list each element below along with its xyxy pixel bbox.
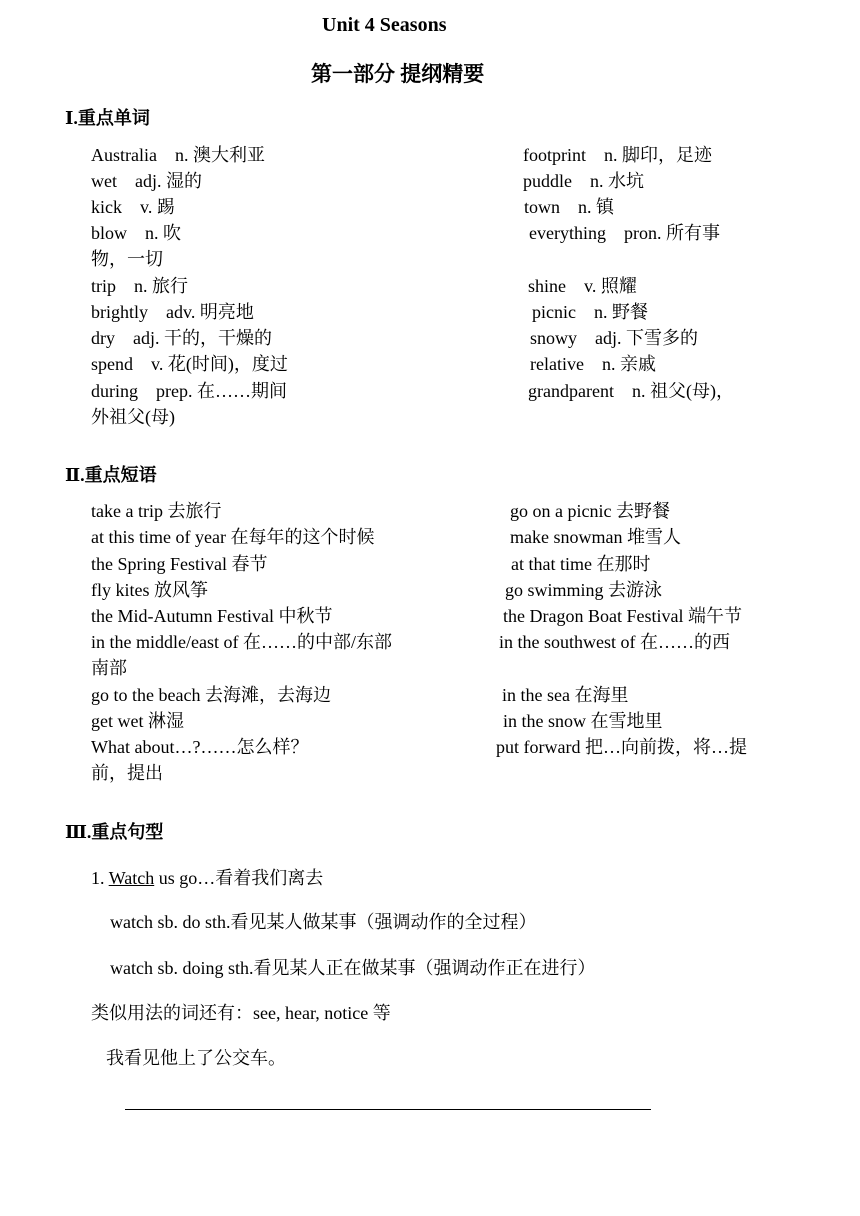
word-item: trip n. 旅行: [91, 276, 188, 296]
word-item: town n. 镇: [524, 197, 614, 217]
word-item-wrap: 物，一切: [91, 249, 163, 269]
phrase-item: the Mid-Autumn Festival 中秋节: [91, 606, 333, 626]
similar-words-note: 类似用法的词还有：see, hear, notice 等: [91, 1003, 391, 1023]
section-heading-phrases: Ⅱ.重点短语: [65, 465, 157, 485]
page-title: Unit 4 Seasons: [322, 14, 447, 36]
phrase-item: take a trip 去旅行: [91, 501, 222, 521]
word-item-wrap: 外祖父(母): [91, 407, 175, 427]
word-item: shine v. 照耀: [528, 276, 637, 296]
answer-blank-line[interactable]: [125, 1109, 651, 1110]
phrase-item: at this time of year 在每年的这个时候: [91, 527, 375, 547]
phrase-item-wrap: 前，提出: [91, 763, 163, 783]
word-item: everything pron. 所有事: [529, 223, 720, 243]
part-heading: 第一部分 提纲精要: [311, 62, 485, 86]
word-item: grandparent n. 祖父(母)，: [528, 381, 734, 401]
item-number: 1.: [91, 868, 109, 888]
phrase-item: in the snow 在雪地里: [503, 711, 663, 731]
phrase-item: make snowman 堆雪人: [510, 527, 681, 547]
word-item: wet adj. 湿的: [91, 171, 202, 191]
word-item: Australia n. 澳大利亚: [91, 145, 265, 165]
phrase-item: fly kites 放风筝: [91, 580, 208, 600]
word-item: during prep. 在……期间: [91, 381, 287, 401]
phrase-item: go swimming 去游泳: [505, 580, 663, 600]
section-heading-sentences: Ⅲ.重点句型: [65, 822, 164, 842]
phrase-item: in the southwest of 在……的西: [499, 632, 730, 652]
word-item: kick v. 踢: [91, 197, 175, 217]
phrase-item: in the sea 在海里: [502, 685, 629, 705]
phrase-item: What about…?……怎么样？: [91, 737, 309, 757]
usage-line: watch sb. doing sth.看见某人正在做某事（强调动作正在进行）: [110, 958, 596, 978]
word-item: blow n. 吹: [91, 223, 181, 243]
phrase-item: put forward 把…向前拨，将…提: [496, 737, 747, 757]
phrase-item: get wet 淋湿: [91, 711, 184, 731]
word-item: dry adj. 干的，干燥的: [91, 328, 272, 348]
phrase-item: in the middle/east of 在……的中部/东部: [91, 632, 392, 652]
word-item: brightly adv. 明亮地: [91, 302, 254, 322]
section-heading-words: Ⅰ.重点单词: [65, 108, 150, 128]
word-item: footprint n. 脚印，足迹: [523, 145, 712, 165]
underlined-keyword: Watch: [108, 868, 155, 888]
word-item: picnic n. 野餐: [532, 302, 648, 322]
usage-line: watch sb. do sth.看见某人做某事（强调动作的全过程）: [110, 912, 537, 932]
phrase-item: the Dragon Boat Festival 端午节: [503, 606, 742, 626]
item-text: us go…看着我们离去: [154, 868, 324, 888]
word-item: spend v. 花(时间)，度过: [91, 354, 288, 374]
sentence-item-1: [91, 864, 323, 890]
word-item: snowy adj. 下雪多的: [530, 328, 698, 348]
word-item: puddle n. 水坑: [523, 171, 644, 191]
word-item: relative n. 亲戚: [530, 354, 656, 374]
phrase-item: at that time 在那时: [511, 554, 651, 574]
phrase-item: go to the beach 去海滩，去海边: [91, 685, 331, 705]
phrase-item-wrap: 南部: [91, 658, 127, 678]
phrase-item: go on a picnic 去野餐: [510, 501, 670, 521]
phrase-item: the Spring Festival 春节: [91, 554, 268, 574]
translation-exercise: 我看见他上了公交车。: [106, 1048, 286, 1068]
